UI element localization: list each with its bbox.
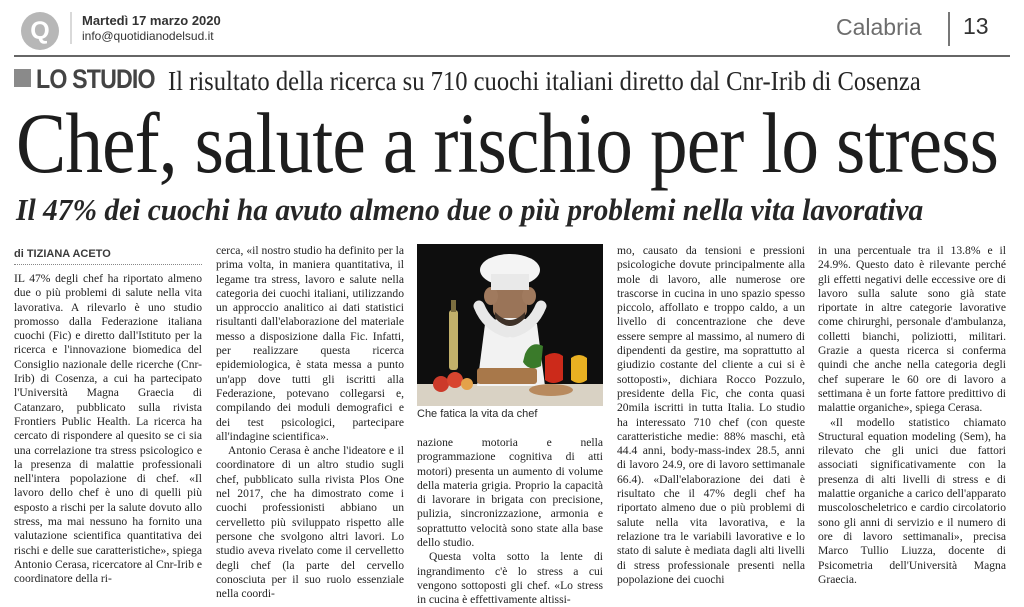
- column-5-paragraph-1: in una percentuale tra il 13.8% e il 24.9%. Questo dato è rilevante perché gli effetti negativi delle eccessive ore di lavoro sulla salute sono già state riportate in altre categorie lavorative come chirurghi, personale d'ambulanza, colletti bianchi, poliziotti, militari. Grazie a questa ricerca si conferma quindi che anche nella categoria degli chef superare le 60 ore di lavoro a settimana è un forte fattore predittivo di malattie organiche», spiega Cerasa.: [818, 244, 1006, 415]
- article-column-3: [417, 436, 603, 606]
- byline: di TIZIANA ACETO: [14, 248, 111, 260]
- column-3-paragraph-1: nazione motoria e nella programmazione cognitiva di atti motori) presenta un aumento di volume della materia grigia. Proprio la capacità di lavorare in brigata con precisione, pulizia, sincronizzazione, armonia e soprattutto velocità sono state alla base dello studio.: [417, 436, 603, 550]
- column-3-paragraph-2: Questa volta sotto la lente di ingrandimento c'è lo stress a cui vengono sottoposti gli chef. «Lo stress in cucina è effettivamente altissi-: [417, 550, 603, 606]
- kicker: LO STUDIO: [36, 64, 155, 94]
- article-column-2: [216, 244, 404, 606]
- kicker-square-icon: [14, 69, 31, 87]
- masthead: [0, 0, 1024, 50]
- subheadline: Il risultato della ricerca su 710 cuochi italiani diretto dal Cnr-Irib di Cosenza: [168, 66, 921, 96]
- chef-photo: [417, 244, 603, 406]
- masthead-divider: [70, 12, 72, 44]
- article-column-4: [617, 244, 805, 606]
- column-4-paragraph-1: mo, causato da tensioni e pressioni psicologiche dovute principalmente alla mole di lavoro, alle numerose ore trascorse in cucina in uno spazio spesso piccolo, affollato e troppo caldo, a un livello di concentrazione che deve essere sempre al massimo, al numero di dipendenti da gestire, ma soprattutto al giudizio costante del cliente a cui si è sottoposti», dichiara Rocco Pozzulo, presidente della Fic, che conta quasi 20mila iscritti in tutta Italia. Lo studio ha interessato 710 chef (con queste caratteristiche medie: 88% maschi, età 44.4 anni, body-mass-index 28.5, anni di lavoro 24.9, ore di lavoro settimanale 66.4). «Dall'elaborazione dei dati è risultato che il 47% degli chef ha riportato almeno due o più problemi di salute nella vita lavorativa, e la relazione tra le variabili lavorative e lo stato di salute è mediata dagli alti livelli di stress professionale presenti nella popolazione dei cuochi: [617, 244, 805, 586]
- photo-caption: Che fatica la vita da chef: [417, 408, 538, 420]
- column-2-paragraph-2: Antonio Cerasa è anche l'ideatore e il coordinatore di un altro studio sugli chef, pubblicato sulla rivista Plos One nel 2017, che ha dimostrato come i cuochi professionisti abbiano un cervelletto più sviluppato rispetto alle persone che svolgono altri lavori. Lo studio aveva rivelato come il cervelletto degli chef (la parte del cervello conosciuta per il suo ruolo essenziale nella coordi-: [216, 444, 404, 601]
- contact-email: info@quotidianodelsud.it: [82, 29, 214, 43]
- header-rule: [14, 55, 1010, 57]
- deck: Il 47% dei cuochi ha avuto almeno due o più problemi nella vita lavorativa: [16, 192, 924, 227]
- section-divider: [948, 12, 950, 46]
- headline: Chef, salute a rischio per lo stress: [16, 95, 999, 191]
- section-name: Calabria: [836, 14, 922, 40]
- newspaper-logo-icon: Q: [21, 12, 59, 50]
- column-5-paragraph-2: «Il modello statistico chiamato Structural equation modeling (Sem), ha rilevato che gli unici due fattori associati significativamente con la presenza di alti livelli di stress e di malattie organiche a carico dell'apparato muscoloscheletrico e cardio circolatorio sono gli anni di servizio e il numero di ore di lavoro settimanali», precisa Marco Tullio Liuzza, docente di Psicometria dell'Università Magna Graecia.: [818, 415, 1006, 586]
- article-column-1: [14, 272, 202, 604]
- issue-date: Martedì 17 marzo 2020: [82, 13, 221, 28]
- column-1-paragraph-1: IL 47% degli chef ha riportato almeno due o più problemi di salute nella vita lavorativa. A rilevarlo è uno studio promosso dalla Federazione italiana cuochi (Fic) e diretto dall'Istituto per la ricerca e l'innovazione biomedica del Consiglio nazionale delle ricerche (Cnr-Irib) di Cosenza, a cui ha partecipato l'Università Magna Graecia di Catanzaro, pubblicato sulla rivista Frontiers Public Health. La ricerca ha cercato di rispondere al quesito se ci sia una correlazione tra stress psicologico e la presenza di malattie professionali nell'intera popolazione di chef. «Il lavoro dello chef è uno di quelli più esposto a rischi per la salute dovuto allo stress, ma mai nessuno ha fornito una valutazione scientifica quantitativa dei rischi e delle sue caratteristiche», spiega Antonio Cerasa, ricercatore al Cnr-Irib e coordinatore della ri-: [14, 272, 202, 586]
- byline-rule: [14, 264, 202, 265]
- article-column-5: [818, 244, 1006, 606]
- column-2-paragraph-1: cerca, «il nostro studio ha definito per la prima volta, in maniera quantitativa, il legame tra stress, lavoro e salute nella categoria dei cuochi italiani, utilizzando un approccio analitico ai dati statistici risultanti dall'elaborazione del materiale messo a disposizione dalla Fic. Infatti, per realizzare questa ricerca epidemiologica, è stata messa a punto un'app dove tutti gli iscritti alla Federazione, potevano collegarsi e, compilando dei moduli demografici e dei test psicologici, partecipare all'indagine scientifica».: [216, 244, 404, 443]
- page-number: 13: [963, 13, 989, 39]
